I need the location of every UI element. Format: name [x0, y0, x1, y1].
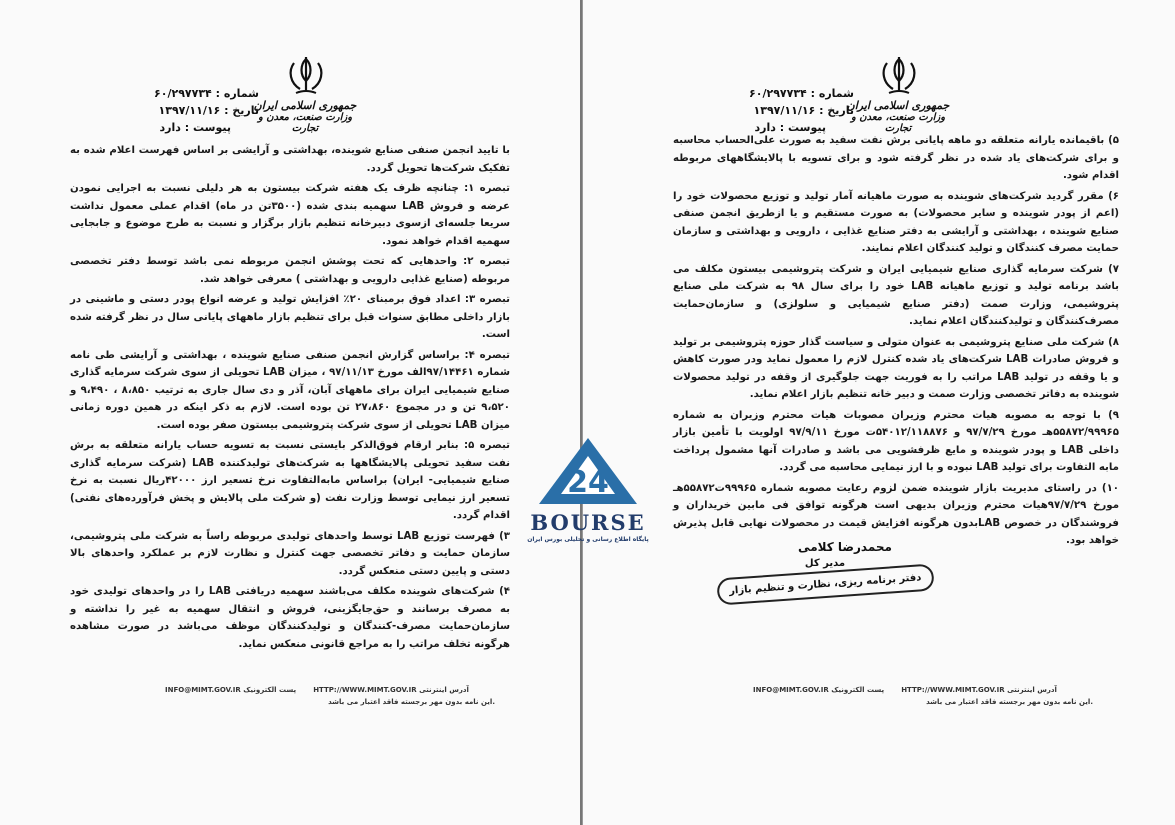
watermark-logo	[518, 436, 658, 561]
letter-page-right	[582, 0, 1175, 825]
letter-body	[673, 132, 1119, 553]
paragraph: ۱۰) در راستای مدیریت بازار شوینده ضمن لزوم رعایت مصوبه شماره ۹۹۹۶۵ت۵۵۸۷۲هـ مورخ ۹۷/۷/۲۹هیات محترم وزیران بدیهی است هرگونه توافق فی مابین خریداران و فروشندگان در خصوص LABبدون هرگونه افزایش قیمت در محصولات نهایی قابل پذیرش خواهد بود.	[673, 482, 1119, 546]
government-name	[838, 99, 958, 134]
paragraph: ۳) فهرست توزیع LAB توسط واحدهای تولیدی مربوطه راساً به شرکت ملی پتروشیمی، سازمان حمایت و دفاتر تخصصی جهت کنترل و نظارت لازم بر عملکرد واحدهای بالا دستی و پایین دستی منعکس گردد.	[70, 530, 510, 577]
24bourse-logo-icon	[533, 436, 643, 508]
paragraph: با تایید انجمن صنفی صنایع شوینده، بهداشتی و آرایشی بر اساس فهرست اعلام شده به تفکیک شرکت‌ها تحویل گردد.	[70, 145, 510, 174]
ministry-name: وزارت صنعت، معدن و تجارت	[257, 112, 353, 134]
signer-title: مدیر کل	[804, 558, 846, 569]
footer-email: INFO@MIMT.GOV.IR	[753, 686, 829, 694]
ministry-name: وزارت صنعت، معدن و تجارت	[850, 112, 946, 134]
paragraph: تبصره ۳: اعداد فوق برمبنای ۲۰٪ افزایش تولید و عرضه انواع پودر دستی و ماشینی در بازار داخلی مطابق سنوات قبل برای تنظیم بازار ماههای پایانی سال در نظر گرفته شده است.	[70, 294, 510, 340]
footer-email-label: پست الکترونیک	[831, 686, 885, 694]
letter-page-left	[0, 0, 582, 825]
letter-header	[0, 55, 580, 135]
paragraph: ۶) مقرر گردید شرکت‌های شوینده به صورت ماهیانه آمار تولید و توزیع محصولات خود را (اعم از پودر شوینده و سایر محصولات) به صورت مستقیم و یا ازطریق انجمن صنفی صنایع شوینده ، بهداشتی و آرایشی به دفتر صنایع غذایی ، دارویی و بهداشتی و سازمان حمایت مصرف کنندگان و تولید کنندگان اعلام نمایند.	[673, 190, 1119, 254]
paragraph: ۷) شرکت سرمایه گذاری صنایع شیمیایی ایران و شرکت پتروشیمی بیستون مکلف می باشد برنامه تولید و توزیع ماهیانه LAB خود را برای سال ۹۸ به شرکت ملی صنایع پتروشیمی، وزارت صمت (دفتر صنایع شیمیایی و سلولزی) و سازمان‌حمایت مصرف‌کنندگان و تولیدکنندگان اعلام نماید.	[673, 263, 1120, 327]
iran-emblem-icon	[282, 55, 330, 99]
paragraph: ۵) باقیمانده یارانه متعلقه دو ماهه پایانی برش نفت سفید به صورت علی‌الحساب محاسبه و برای شرکت‌های یاد شده در نظر گرفته شود و برای تسویه با پالایشگاههای مربوطه اقدام شود.	[673, 135, 1119, 181]
footer-note: این نامه بدون مهر برجسته فاقد اعتبار می باشد.	[328, 698, 495, 706]
letter-date: تاریخ : ۱۳۹۷/۱۱/۱۶	[158, 104, 259, 117]
footer-note: این نامه بدون مهر برجسته فاقد اعتبار می باشد.	[926, 698, 1093, 706]
paragraph: ۴) شرکت‌های شوینده مکلف می‌باشند سهمیه دریافتی LAB را در واحدهای تولیدی خود به مصرف برسانند و حق‌جایگزینی، فروش و انتقال سهمیه به غیر را نداشته و سازمان‌حمایت مصرف-کنندگان و تولیدکنندگان موظف می‌باشد در صورت مشاهده هرگونه تخلف مراتب را به مراجع قانونی منعکس نماید.	[70, 586, 510, 650]
letter-number: شماره : ۶۰/۲۹۷۷۳۴	[154, 87, 259, 100]
paragraph: تبصره ۱: چنانچه ظرف یک هفته شرکت بیستون به هر دلیلی نسبت به اجرایی نمودن عرضه و فروش LAB سهمیه بندی شده (۳۵۰۰تن در ماه) اقدام عملی معمول نداشت سریعا جلسه‌ای ازسوی دبیرخانه تنظیم بازار برگزار و نسبت به طرح موضوع و جابجایی سهمیه اقدام خواهد نمود.	[70, 183, 510, 247]
iran-emblem-icon	[875, 55, 923, 99]
footer-url-label: آدرس اینترنتی	[419, 686, 469, 694]
paragraph: ۸) شرکت ملی صنایع پتروشیمی به عنوان متولی و سیاست گذار حوزه پتروشیمی بر تولید و فروش صادرات LAB شرکت‌های یاد شده کنترل لازم را معمول نماید ودر صورت کاهش و یا وقفه در تولید LAB مراتب را به فوریت جهت جلوگیری از وقفه در تولید محصولات شوینده به دفاتر تخصصی وزارت صمت و دبیر خانه تنظیم بازار اعلام نماید.	[673, 336, 1120, 400]
letter-footer	[753, 686, 1093, 706]
country-name: جمهوری اسلامی ایران	[846, 99, 950, 112]
footer-email-label: پست الکترونیک	[243, 686, 297, 694]
letter-meta	[84, 85, 259, 136]
letter-meta	[679, 85, 854, 136]
letter-date: تاریخ : ۱۳۹۷/۱۱/۱۶	[753, 104, 854, 117]
signer-name: محمدرضا کلامی	[798, 540, 892, 554]
footer-url: HTTP://WWW.MIMT.GOV.IR	[313, 686, 417, 694]
footer-email: INFO@MIMT.GOV.IR	[165, 686, 241, 694]
government-name	[245, 99, 365, 134]
letter-attachment: پیوست : دارد	[159, 121, 231, 134]
paragraph: تبصره ۵: بنابر ارقام فوق‌الذکر بایستی نسبت به تسویه حساب یارانه متعلقه به برش نفت سفید تحویلی پالایشگاهها به شرکت‌های تولیدکننده LAB (شرکت سرمایه گذاری صنایع شیمیایی- ایران) براساس مابه‌التفاوت نرخ تسعیر ارز ۴۲۰۰۰ریال نسبت به نرخ تسعیر ارز نیمایی توسط وزارت نفت (و شرکت ملی پالایش و پخش فرآورده‌های نفتی) اقدام گردد.	[70, 440, 510, 521]
watermark-subtitle: پایگاه اطلاع رسانی و تحلیلی بورس ایران	[527, 536, 649, 543]
letter-number: شماره : ۶۰/۲۹۷۷۳۴	[749, 87, 854, 100]
footer-url-label: آدرس اینترنتی	[1007, 686, 1057, 694]
watermark-brand: BOURSE	[530, 510, 646, 535]
letter-header	[583, 55, 1175, 135]
paragraph: تبصره ۲: واحدهایی که تحت پوشش انجمن مربوطه نمی باشد توسط دفتر تخصصی مربوطه (صنایع غذایی دارویی و بهداشتی ) معرفی خواهد شد.	[70, 256, 510, 285]
signature-block	[700, 540, 950, 650]
country-name: جمهوری اسلامی ایران	[253, 99, 357, 112]
letter-body	[70, 142, 510, 656]
paragraph: ۹) با توجه به مصوبه هیات محترم وزیران مصوبات هیات محترم وزیران به شماره ۵۵۸۷۲/۹۹۹۶۵هـ مورخ ۹۷/۷/۲۹ و ۵۴۰۱۲/۱۱۸۸۷۶ت مورخ ۹۷/۹/۱۱ اولویت با تأمین بازار داخلی LAB و پودر شوینده و مایع ظرفشویی می باشد و صادرات آنها مشمول پرداخت مابه التفاوت برای تولید LAB نبوده و با ارز نیمایی محاسبه می گردد.	[673, 409, 1119, 473]
footer-url: HTTP://WWW.MIMT.GOV.IR	[901, 686, 1005, 694]
paragraph: تبصره ۴: براساس گزارش انجمن صنفی صنایع شوینده ، بهداشتی و آرایشی طی نامه شماره ۹۷/۱۴۴۶۱الف مورخ ۹۷/۱۱/۱۳ ، میزان LAB تحویلی از سوی شرکت سرمایه گذاری صنایع شیمیایی ایران برای ماههای آبان، آذر و دی سال جاری به ترتیب ۸،۸۵۰ ، ۹،۴۹۰ و ۹،۵۲۰ تن و در مجموع ۲۷،۸۶۰ تن بوده است. لازم به ذکر اینکه در همین دوره زمانی میزان LAB تحویلی از سوی شرکت پتروشیمی بیستون صفر بوده است.	[70, 349, 511, 431]
svg-text:24: 24	[567, 465, 609, 500]
signer-department-stamp: دفتر برنامه ریزی، نظارت و تنظیم بازار	[716, 563, 934, 605]
letter-attachment: پیوست : دارد	[754, 121, 826, 134]
letter-footer	[165, 686, 495, 706]
